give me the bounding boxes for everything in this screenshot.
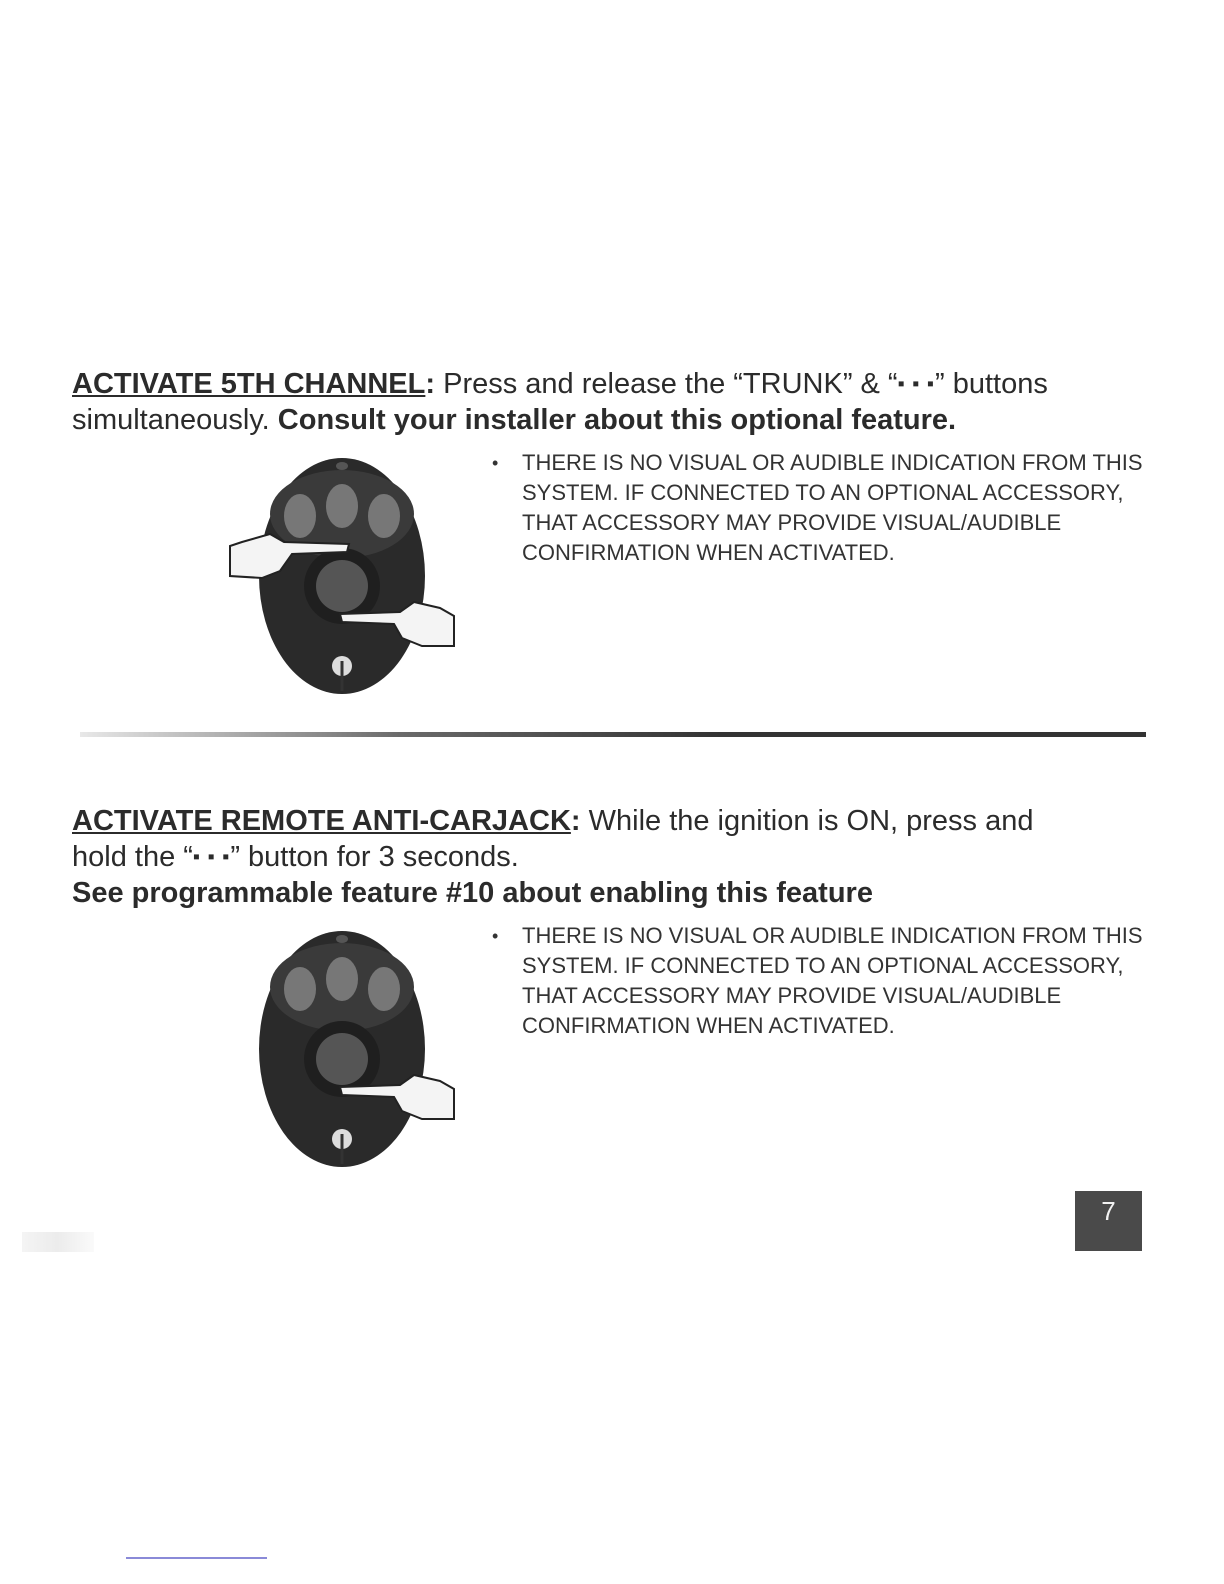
section1-text-c: simultaneously. [72, 404, 278, 436]
section1-bullet-list [484, 448, 1162, 568]
section-5th-channel [72, 366, 1147, 696]
section1-text-a: Press and release the “TRUNK” & “ [435, 368, 898, 400]
footer-line [126, 1557, 267, 1559]
section2-bullet-list [484, 921, 1162, 1041]
section1-heading-line2 [72, 402, 1147, 438]
section1-bold-note: Consult your installer about this optional feature. [277, 404, 957, 436]
section2-body [72, 919, 1147, 1169]
page-number: 7 [1075, 1191, 1142, 1251]
section-divider [80, 732, 1146, 737]
section2-bullet-item: • THERE IS NO VISUAL OR AUDIBLE INDICATION FROM THIS SYSTEM. IF CONNECTED TO AN OPTIONAL ACCESSORY, THAT ACCESSORY MAY PROVIDE VISUAL/AUDIBLE CONFIRMATION WHEN ACTIVATED. [522, 921, 1162, 1041]
section-anti-carjack [72, 803, 1147, 1169]
section1-title: ACTIVATE 5TH CHANNEL [72, 368, 426, 400]
section2-text-b: hold the “ [72, 841, 193, 873]
section1-heading: ACTIVATE 5TH CHANNEL: Press and release the “TRUNK” & “▪ ▪ ▪” buttons [72, 368, 1048, 400]
section2-text-c: ” button for 3 seconds. [230, 841, 519, 873]
section2-text-a: While the ignition is ON, press and [580, 805, 1034, 837]
section1-body [72, 446, 1147, 696]
dots-symbol: ▪ ▪ ▪ [192, 846, 231, 868]
dots-symbol: ▪ ▪ ▪ [897, 373, 935, 395]
section2-bold-note: See programmable feature #10 about enabling this feature [72, 877, 873, 909]
section2-heading-line2 [72, 839, 1147, 875]
section2-title: ACTIVATE REMOTE ANTI-CARJACK [72, 805, 571, 837]
section1-bullet-item: • THERE IS NO VISUAL OR AUDIBLE INDICATION FROM THIS SYSTEM. IF CONNECTED TO AN OPTIONAL ACCESSORY, THAT ACCESSORY MAY PROVIDE VISUAL/AUDIBLE CONFIRMATION WHEN ACTIVATED. [522, 448, 1162, 568]
scan-artifact [22, 1232, 94, 1252]
section1-text-b: ” buttons [934, 368, 1048, 400]
section2-heading: ACTIVATE REMOTE ANTI-CARJACK: While the ignition is ON, press and [72, 805, 1034, 837]
